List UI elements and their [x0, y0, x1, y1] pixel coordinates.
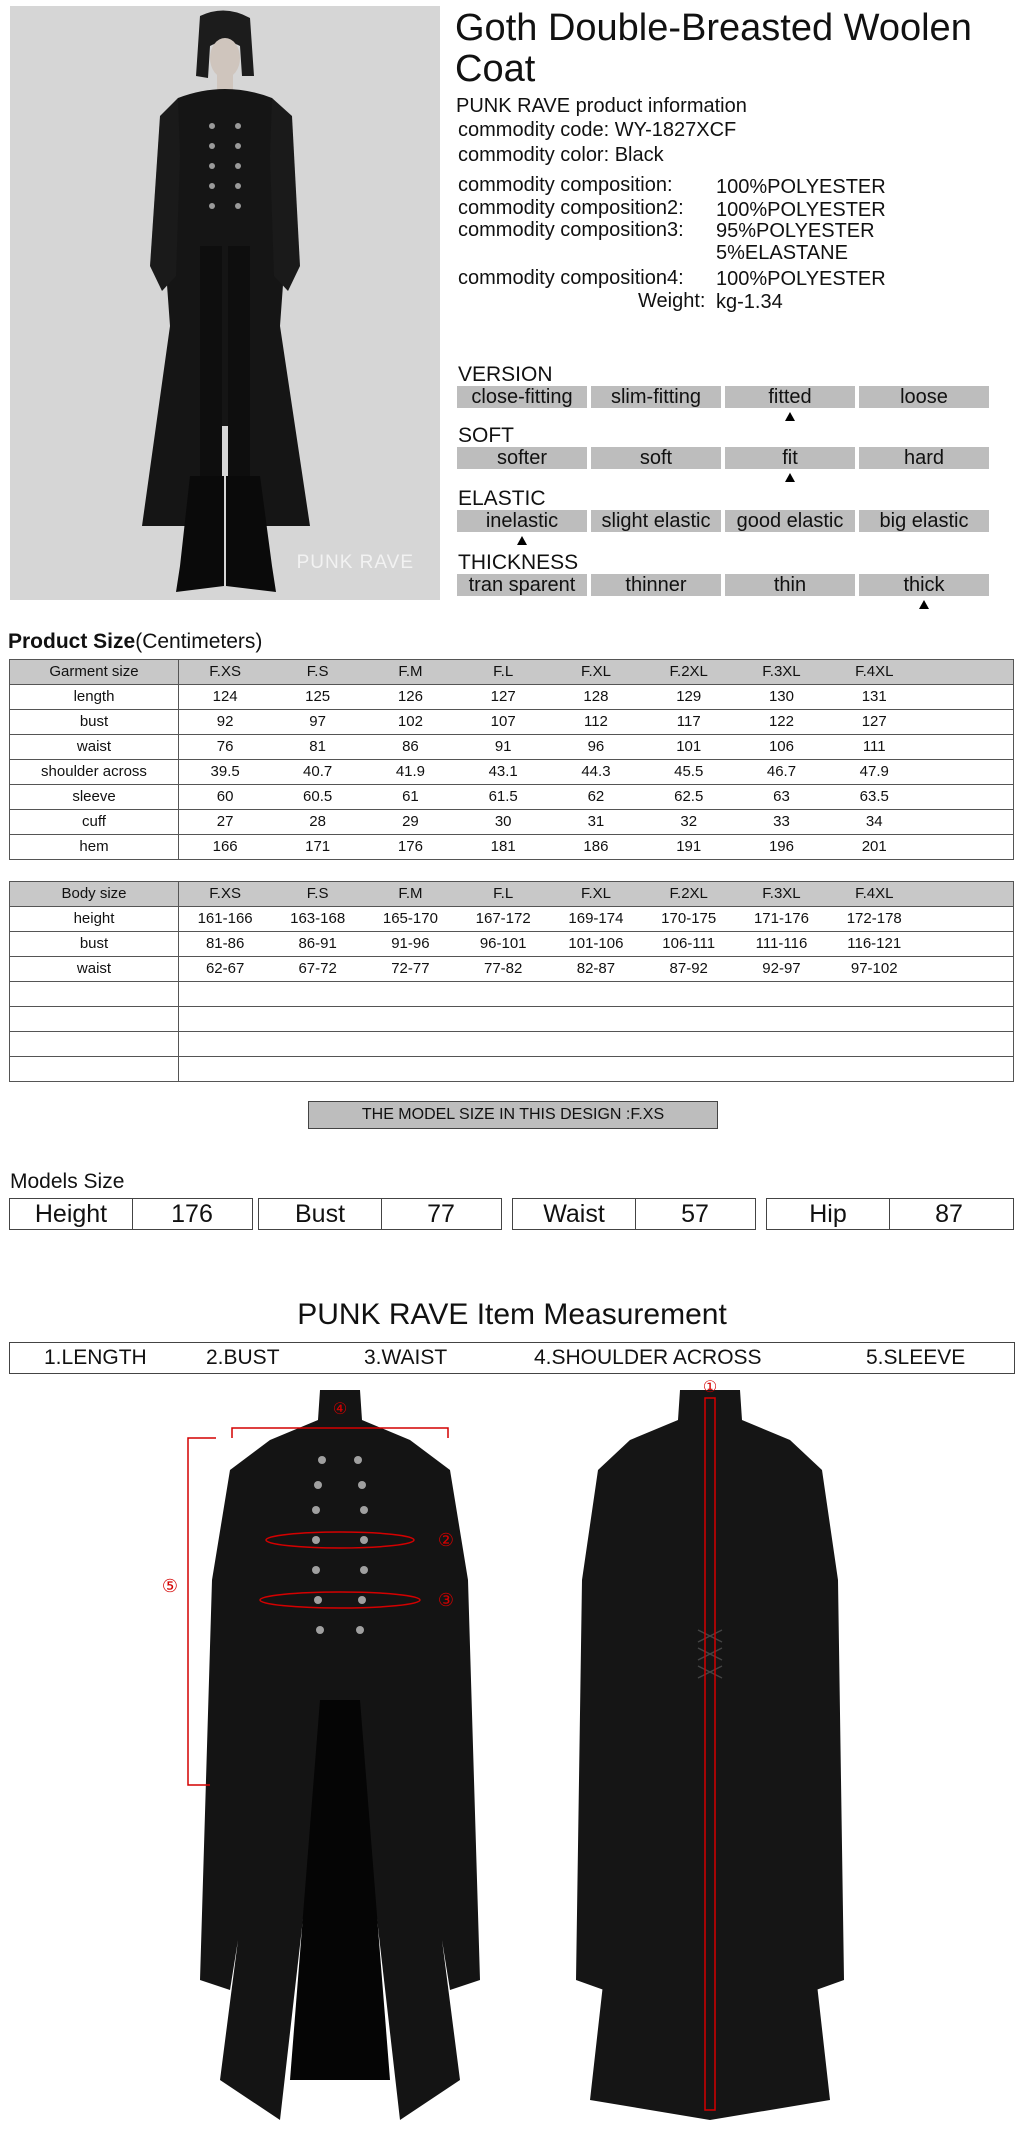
empty-row: [10, 1032, 1014, 1057]
table-cell: 196: [768, 838, 794, 855]
body-size-table: [9, 881, 1014, 1082]
composition-1-label: commodity composition:: [458, 174, 673, 196]
table-header-label: Body size: [10, 882, 179, 907]
empty-cell: [179, 1007, 1014, 1032]
scale-option: hard: [859, 447, 989, 469]
size-header: F.XL: [580, 663, 611, 680]
product-photo: [10, 6, 440, 600]
table-row: [10, 710, 1014, 735]
spacer-cell: [921, 932, 1014, 957]
model-measure-box: [766, 1198, 1014, 1230]
table-row: [10, 907, 1014, 932]
table-cell: 63.5: [859, 788, 889, 805]
model-measure-box: [9, 1198, 253, 1230]
table-cell: 176: [397, 838, 423, 855]
table-cell: 126: [397, 688, 423, 705]
row-label: height: [10, 907, 179, 932]
color-label: commodity color:: [458, 144, 610, 166]
table-cell: 91-96: [391, 935, 430, 952]
spacer-cell: [921, 810, 1014, 835]
table-cell: 62-67: [205, 960, 245, 977]
table-cell: 169-174: [568, 910, 624, 927]
table-row: [10, 957, 1014, 982]
table-cell: 171: [305, 838, 331, 855]
product-size-title: [8, 630, 262, 654]
empty-cell: [179, 982, 1014, 1007]
table-row: [10, 760, 1014, 785]
row-label: bust: [10, 932, 179, 957]
measurement-legend: [9, 1342, 1015, 1374]
table-cell: 166: [212, 838, 238, 855]
table-cell: 170-175: [661, 910, 717, 927]
table-cell: 172-178: [846, 910, 902, 927]
size-header: F.L: [493, 885, 514, 902]
coat-back-diagram: [560, 1380, 860, 2120]
legend-waist: 3.WAIST: [364, 1346, 448, 1369]
scale-option: close-fitting: [457, 386, 587, 408]
scale-title: ELASTIC: [458, 487, 546, 510]
row-label: [10, 1057, 179, 1082]
composition-2-label: commodity composition2:: [458, 197, 684, 219]
legend-shoulder-across: 4.SHOULDER ACROSS: [534, 1346, 762, 1369]
model-measure-key: Hip: [767, 1199, 890, 1229]
row-label: waist: [10, 735, 179, 760]
table-cell: 117: [676, 713, 701, 730]
table-cell: 61: [402, 788, 419, 805]
model-size-note: THE MODEL SIZE IN THIS DESIGN :F.XS: [308, 1101, 718, 1129]
measurement-title: PUNK RAVE Item Measurement: [297, 1298, 727, 1331]
table-cell: 44.3: [581, 763, 611, 780]
table-cell: 101-106: [568, 935, 624, 952]
scale-option: slim-fitting: [591, 386, 721, 408]
selected-marker: [517, 536, 527, 545]
size-header: F.XL: [580, 885, 611, 902]
color-value: Black: [614, 144, 664, 166]
weight-label: Weight:: [638, 290, 706, 312]
model-illustration: [10, 6, 440, 600]
row-label: cuff: [10, 810, 179, 835]
scale-option: thinner: [591, 574, 721, 596]
table-cell: 125: [305, 688, 331, 705]
table-cell: 96-101: [479, 935, 527, 952]
coat-front-diagram: [150, 1380, 530, 2120]
model-measure-value: 176: [171, 1200, 213, 1228]
table-cell: 97-102: [850, 960, 898, 977]
scale-option: thick: [859, 574, 989, 596]
model-measure-key: Height: [10, 1199, 133, 1229]
scale-option: loose: [859, 386, 989, 408]
product-size-unit: (Centimeters): [135, 630, 263, 653]
table-cell: 41.9: [395, 763, 426, 780]
empty-cell: [179, 1032, 1014, 1057]
table-cell: 28: [309, 813, 326, 830]
table-cell: 111-116: [755, 935, 808, 952]
size-header: F.2XL: [669, 663, 708, 680]
table-row: [10, 785, 1014, 810]
table-cell: 122: [768, 713, 794, 730]
commodity-color: [458, 143, 664, 167]
table-cell: 45.5: [674, 763, 704, 780]
table-cell: 77-82: [483, 960, 523, 977]
table-row: [10, 810, 1014, 835]
spacer-cell: [921, 660, 1014, 685]
table-cell: 97: [309, 713, 326, 730]
table-cell: 81-86: [205, 935, 245, 952]
table-cell: 130: [768, 688, 794, 705]
table-cell: 127: [861, 713, 887, 730]
table-cell: 107: [490, 713, 516, 730]
legend-length: 1.LENGTH: [44, 1346, 147, 1369]
scale-option: tran sparent: [457, 574, 587, 596]
table-row: [10, 835, 1014, 860]
table-cell: 67-72: [298, 960, 337, 977]
scale-option: soft: [591, 447, 721, 469]
table-cell: 102: [397, 713, 423, 730]
composition-2-value: 100%POLYESTER: [716, 199, 886, 221]
table-cell: 87-92: [669, 960, 708, 977]
size-header: F.S: [306, 885, 329, 902]
table-cell: 191: [676, 838, 702, 855]
row-label: length: [10, 685, 179, 710]
watermark: PUNK RAVE: [296, 552, 414, 573]
spacer-cell: [921, 735, 1014, 760]
table-cell: 171-176: [753, 910, 809, 927]
row-label: [10, 1007, 179, 1032]
spacer-cell: [921, 785, 1014, 810]
size-header: F.XS: [209, 885, 241, 902]
product-title: Goth Double-Breasted Woolen Coat: [455, 7, 972, 90]
table-cell: 101: [676, 738, 702, 755]
model-measure-value: 87: [935, 1200, 963, 1228]
brand-info-line: PUNK RAVE product information: [456, 95, 747, 117]
table-cell: 201: [861, 838, 887, 855]
row-label: waist: [10, 957, 179, 982]
scale-option: thin: [725, 574, 855, 596]
spacer-cell: [921, 882, 1014, 907]
scale-row: [457, 447, 989, 469]
table-cell: 106-111: [662, 935, 716, 952]
composition-3-value-1: 95%POLYESTER: [716, 220, 875, 242]
row-label: [10, 982, 179, 1007]
row-label: [10, 1032, 179, 1057]
table-cell: 92: [216, 713, 234, 730]
model-measure-value: 57: [681, 1200, 709, 1228]
coat-back-shape: [576, 1390, 844, 2120]
composition-3-value-2: 5%ELASTANE: [716, 242, 848, 264]
legend-bust: 2.BUST: [206, 1346, 280, 1369]
size-header: F.2XL: [669, 885, 708, 902]
table-cell: 63: [773, 788, 790, 805]
table-row: [10, 735, 1014, 760]
scale-row: [457, 574, 989, 596]
table-cell: 61.5: [488, 788, 518, 805]
table-header-row: [10, 882, 1014, 907]
spacer-cell: [921, 760, 1014, 785]
table-cell: 128: [583, 688, 609, 705]
table-cell: 33: [773, 813, 790, 830]
table-cell: 40.7: [303, 763, 333, 780]
selected-marker: [785, 412, 795, 421]
table-cell: 47.9: [859, 763, 889, 780]
table-cell: 29: [402, 813, 419, 830]
size-header: F.M: [398, 885, 423, 902]
model-measure-value: 77: [427, 1200, 455, 1228]
table-cell: 96: [587, 738, 605, 755]
composition-1-value: 100%POLYESTER: [716, 176, 886, 198]
table-cell: 127: [490, 688, 516, 705]
model-measure-key: Waist: [513, 1199, 636, 1229]
model-measure-box: [512, 1198, 756, 1230]
size-header: F.4XL: [855, 885, 894, 902]
table-cell: 106: [768, 738, 794, 755]
table-cell: 167-172: [475, 910, 531, 927]
table-cell: 81: [309, 738, 326, 755]
scale-title: THICKNESS: [458, 551, 579, 574]
empty-row: [10, 1057, 1014, 1082]
size-header: F.4XL: [855, 663, 894, 680]
spacer-cell: [921, 835, 1014, 860]
table-cell: 60: [216, 788, 234, 805]
table-cell: 111: [862, 738, 886, 755]
size-header: F.XS: [209, 663, 241, 680]
scale-option: inelastic: [457, 510, 587, 532]
table-cell: 92-97: [762, 960, 801, 977]
empty-row: [10, 1007, 1014, 1032]
models-size-title: Models Size: [10, 1170, 125, 1193]
scale-row: [457, 386, 989, 408]
table-cell: 39.5: [210, 763, 240, 780]
table-cell: 62.5: [674, 788, 704, 805]
marker-5: ⑤: [161, 1576, 179, 1596]
composition-4-label: commodity composition4:: [458, 267, 684, 289]
table-cell: 163-168: [290, 910, 346, 927]
spacer-cell: [921, 710, 1014, 735]
table-cell: 86: [402, 738, 419, 755]
table-cell: 72-77: [391, 960, 430, 977]
table-cell: 181: [490, 838, 516, 855]
empty-cell: [179, 1057, 1014, 1082]
table-cell: 161-166: [197, 910, 253, 927]
table-cell: 30: [494, 813, 512, 830]
table-cell: 124: [212, 688, 238, 705]
selected-marker: [919, 600, 929, 609]
code-value: WY-1827XCF: [614, 119, 737, 141]
scale-title: SOFT: [458, 424, 514, 447]
scale-option: slight elastic: [591, 510, 721, 532]
table-cell: 43.1: [488, 763, 518, 780]
table-header-label: Garment size: [10, 660, 179, 685]
garment-size-table: [9, 659, 1014, 860]
scale-option: fit: [725, 447, 855, 469]
scale-row: [457, 510, 989, 532]
table-cell: 131: [861, 688, 887, 705]
spacer-cell: [921, 685, 1014, 710]
row-label: sleeve: [10, 785, 179, 810]
row-label: hem: [10, 835, 179, 860]
scale-option: big elastic: [859, 510, 989, 532]
size-header: F.3XL: [762, 663, 801, 680]
scale-option: good elastic: [725, 510, 855, 532]
table-cell: 34: [865, 813, 883, 830]
table-cell: 86-91: [298, 935, 337, 952]
table-cell: 186: [583, 838, 609, 855]
scale-option: softer: [457, 447, 587, 469]
code-label: commodity code:: [458, 119, 610, 141]
table-row: [10, 685, 1014, 710]
weight-value: kg-1.34: [716, 291, 783, 313]
table-cell: 46.7: [766, 763, 797, 780]
model-measure-box: [258, 1198, 502, 1230]
table-cell: 32: [680, 813, 698, 830]
row-label: shoulder across: [10, 760, 179, 785]
marker-4: ④: [332, 1401, 348, 1418]
size-header: F.S: [306, 663, 329, 680]
marker-3: ③: [437, 1590, 455, 1610]
size-header: F.3XL: [762, 885, 801, 902]
table-cell: 165-170: [382, 910, 438, 927]
marker-2: ②: [437, 1530, 455, 1550]
model-measure-key: Bust: [259, 1199, 382, 1229]
marker-1: ①: [702, 1380, 718, 1396]
table-cell: 129: [676, 688, 702, 705]
table-cell: 91: [494, 738, 512, 755]
size-header: F.M: [398, 663, 423, 680]
table-cell: 82-87: [576, 960, 616, 977]
table-cell: 62: [587, 788, 605, 805]
scale-title: VERSION: [458, 363, 553, 386]
scale-option: fitted: [725, 386, 855, 408]
commodity-code: [458, 118, 736, 142]
composition-3-label: commodity composition3:: [458, 219, 684, 241]
row-label: bust: [10, 710, 179, 735]
product-size-heading: Product Size: [8, 630, 136, 653]
spacer-cell: [921, 957, 1014, 982]
empty-row: [10, 982, 1014, 1007]
table-row: [10, 932, 1014, 957]
table-cell: 27: [216, 813, 234, 830]
table-cell: 116-121: [847, 935, 902, 952]
legend-sleeve: 5.SLEEVE: [866, 1346, 966, 1369]
table-cell: 60.5: [303, 788, 333, 805]
selected-marker: [785, 473, 795, 482]
table-cell: 76: [216, 738, 234, 755]
table-header-row: [10, 660, 1014, 685]
table-cell: 31: [587, 813, 605, 830]
spacer-cell: [921, 907, 1014, 932]
table-cell: 112: [583, 713, 608, 730]
composition-4-value: 100%POLYESTER: [716, 268, 886, 290]
size-header: F.L: [493, 663, 514, 680]
